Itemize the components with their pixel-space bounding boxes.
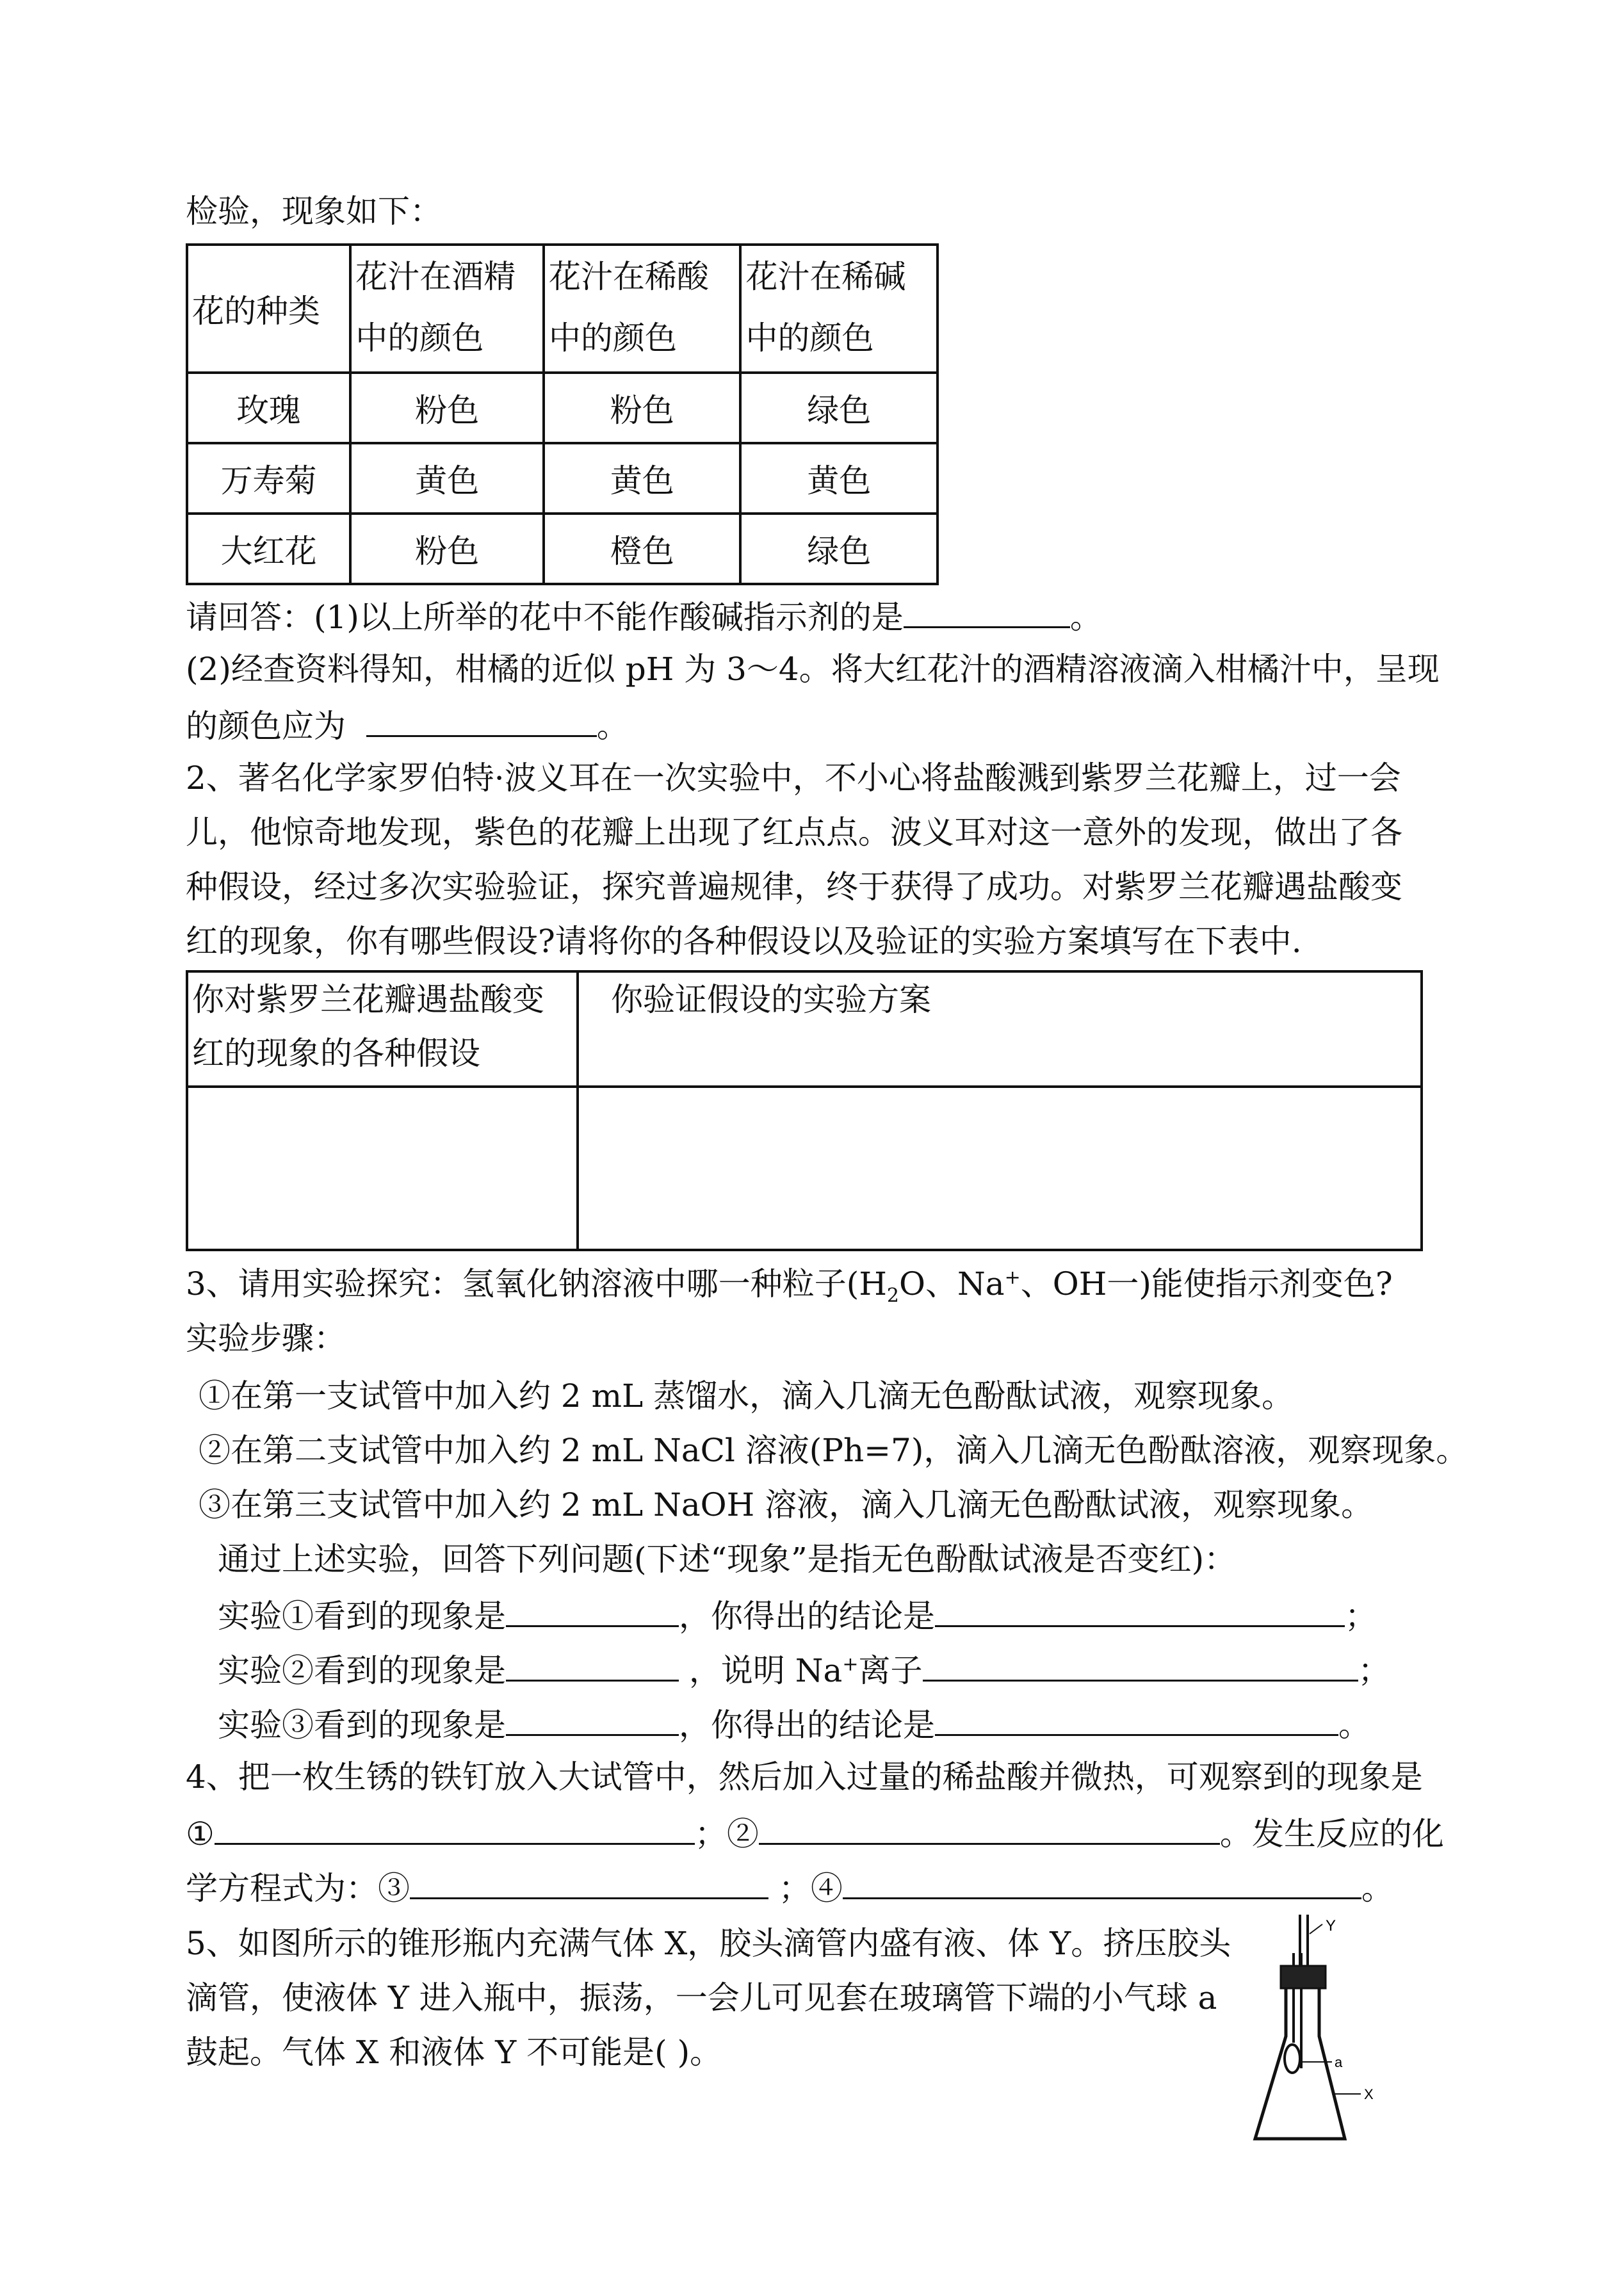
q3-note: 通过上述实验，回答下列问题(下述“现象”是指无色酚酞试液是否变红)： (218, 1541, 1237, 1578)
answer-blank[interactable] (935, 1594, 1345, 1627)
answer-blank[interactable] (759, 1812, 1220, 1845)
stopper (1281, 1966, 1326, 1988)
header-alcohol: 花汁在酒精 中的颜色 (350, 245, 544, 373)
answer-blank[interactable] (904, 596, 1070, 628)
answer-blank[interactable] (843, 1867, 1361, 1899)
q3-steps-label: 实验步骤： (186, 1320, 346, 1357)
leader-y (1310, 1924, 1322, 1934)
q3-step2: ②在第二支试管中加入约 2 mL NaCl 溶液(Ph=7)，滴入几滴无色酚酞溶液，观察现象。 (199, 1432, 1468, 1469)
label-a: a (1335, 2054, 1343, 2070)
hypothesis-header: 你对紫罗兰花瓣遇盐酸变 红的现象的各种假设 (187, 971, 578, 1087)
header-acid: 花汁在稀酸 中的颜色 (544, 245, 741, 373)
label-y: Y (1326, 1917, 1336, 1934)
answer-blank[interactable] (935, 1703, 1338, 1736)
table-row: 玫瑰 粉色 粉色 绿色 (187, 373, 938, 443)
q3-answer2: 实验②看到的现象是 ，说明 Na+离子 ； (218, 1649, 1390, 1690)
plan-answer-cell[interactable] (578, 1087, 1422, 1250)
hypothesis-answer-cell[interactable] (187, 1087, 578, 1250)
q2-line: 种假设，经过多次实验验证，探究普遍规律，终于获得了成功。对紫罗兰花瓣遇盐酸变 (186, 868, 1402, 905)
q4-line3: 学方程式为：③ ；④ 。 (186, 1867, 1393, 1908)
table-row: 万寿菊 黄色 黄色 黄色 (187, 443, 938, 514)
q5-line: 鼓起。气体 X 和液体 Y 不可能是( )。 (186, 2034, 722, 2071)
q1-line2: (2)经查资料得知，柑橘的近似 pH 为 3～4。将大红花汁的酒精溶液滴入柑橘汁中，呈现 (186, 651, 1440, 688)
answer-blank[interactable] (215, 1812, 695, 1845)
header-flower-type: 花的种类 (187, 245, 350, 373)
answer-blank[interactable] (410, 1867, 768, 1899)
q1-line1: 请回答：(1)以上所举的花中不能作酸碱指示剂的是 。 (186, 596, 1102, 637)
flask-figure (1249, 1908, 1409, 2152)
answer-blank[interactable] (506, 1649, 679, 1682)
answer-blank[interactable] (366, 704, 597, 737)
q2-line: 2、著名化学家罗伯特·波义耳在一次实验中，不小心将盐酸溅到紫罗兰花瓣上，过一会 (186, 759, 1401, 797)
q1-line3: 的颜色应为 。 (186, 704, 629, 745)
q5-line: 5、如图所示的锥形瓶内充满气体 X，胶头滴管内盛有液、体 Y。挤压胶头 (186, 1925, 1231, 1962)
answer-blank[interactable] (506, 1594, 679, 1627)
answer-blank[interactable] (923, 1649, 1358, 1682)
q3-answer1: 实验①看到的现象是 ，你得出的结论是 ； (218, 1594, 1377, 1635)
answer-blank[interactable] (506, 1703, 679, 1736)
label-x: X (1364, 2086, 1374, 2102)
q4-line1: 4、把一枚生锈的铁钉放入大试管中，然后加入过量的稀盐酸并微热，可观察到的现象是 (186, 1758, 1423, 1796)
q3-step3: ③在第三支试管中加入约 2 mL NaOH 溶液，滴入几滴无色酚酞试液，观察现象。 (199, 1486, 1374, 1523)
table-row: 大红花 粉色 橙色 绿色 (187, 514, 938, 584)
q4-line2: ① ；② 。发生反应的化 (186, 1812, 1444, 1853)
balloon-a (1285, 2045, 1300, 2073)
q2-line: 儿，他惊奇地发现，紫色的花瓣上出现了红点点。波义耳对这一意外的发现，做出了各 (186, 814, 1402, 851)
flower-table (186, 243, 939, 585)
intro-text: 检验，现象如下： (186, 193, 442, 230)
q3-answer3: 实验③看到的现象是 ，你得出的结论是 。 (218, 1703, 1370, 1744)
q5-line: 滴管，使液体 Y 进入瓶中，振荡，一会儿可见套在玻璃管下端的小气球 a (186, 1979, 1217, 2016)
header-base: 花汁在稀碱 中的颜色 (740, 245, 938, 373)
plan-header: 你验证假设的实验方案 (578, 971, 1422, 1087)
q3-step1: ①在第一支试管中加入约 2 mL 蒸馏水，滴入几滴无色酚酞试液，观察现象。 (199, 1377, 1294, 1415)
hypothesis-table (186, 970, 1423, 1251)
q2-line: 红的现象，你有哪些假设?请将你的各种假设以及验证的实验方案填写在下表中. (186, 923, 1302, 960)
q3-title: 3、请用实验探究：氢氧化钠溶液中哪一种粒子($H_2O$、Na+、OH一)能使指示剂变色? (186, 1265, 1393, 1307)
